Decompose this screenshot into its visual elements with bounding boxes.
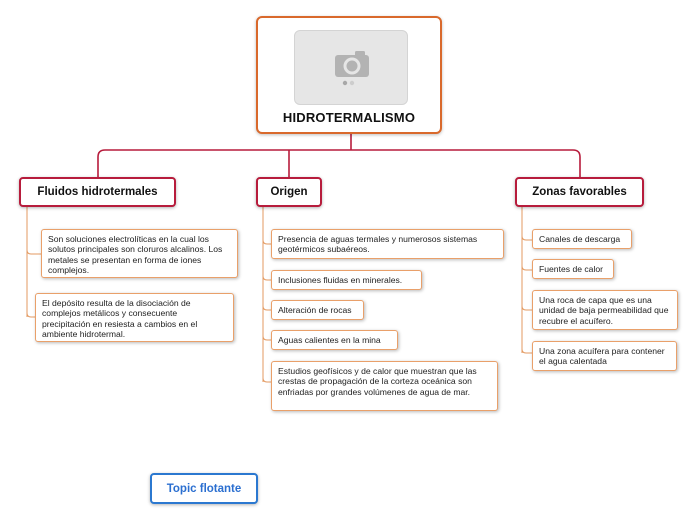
topic-label: Fluidos hidrotermales [37,186,158,198]
subtopic-zonas-4[interactable] [532,341,677,371]
subtopic-origen-2[interactable] [271,270,422,290]
subtopic-origen-1[interactable] [271,229,504,259]
topic-label: Origen [270,186,308,198]
subtopic-text: Alteración de rocas [278,305,352,315]
subtopic-zonas-1[interactable] [532,229,632,249]
subtopic-text: Una roca de capa que es una unidad de baja permeabilidad que recubre el acuífero. [539,295,669,326]
subtopic-fluidos-2[interactable] [35,293,234,342]
floating-topic[interactable] [150,473,258,504]
topic-label: Zonas favorables [532,186,627,198]
topic-fluidos-hidrotermales[interactable] [19,177,176,207]
camera-icon [295,31,409,106]
subtopic-text: Una zona acuífera para contener el agua calentada [539,346,665,367]
subtopic-origen-5[interactable] [271,361,498,411]
subtopic-fluidos-1[interactable] [41,229,238,278]
subtopic-zonas-2[interactable] [532,259,614,279]
subtopic-text: Fuentes de calor [539,264,604,274]
subtopic-text: Aguas calientes en la mina [278,335,381,345]
topic-zonas-favorables[interactable] [515,177,644,207]
central-title: HIDROTERMALISMO [282,110,416,125]
subtopic-zonas-3[interactable] [532,290,678,330]
subtopic-text: Estudios geofísicos y de calor que muestran que las crestas de propagación de la corteza oceánica son enfriadas por grandes volúmenes de agua de mar. [278,366,477,397]
topic-origen[interactable] [256,177,322,207]
subtopic-text: Presencia de aguas termales y numerosos sistemas geotérmicos subaéreos. [278,234,478,255]
subtopic-text: Son soluciones electrolíticas en la cual los solutos principales son cloruros alcalinos. Los metales se presentan en forma de iones complejos. [48,234,223,276]
floating-topic-label: Topic flotante [166,482,242,495]
subtopic-text: Canales de descarga [539,234,621,244]
subtopic-text: El depósito resulta de la disociación de complejos metálicos y consecuente precipitación en resiesta a cambios en el ambiente hidrotermal. [42,298,198,340]
central-topic[interactable] [256,16,442,134]
subtopic-origen-4[interactable] [271,330,398,350]
subtopic-origen-3[interactable] [271,300,364,320]
image-placeholder [294,30,408,105]
subtopic-text: Inclusiones fluidas en minerales. [278,275,403,285]
